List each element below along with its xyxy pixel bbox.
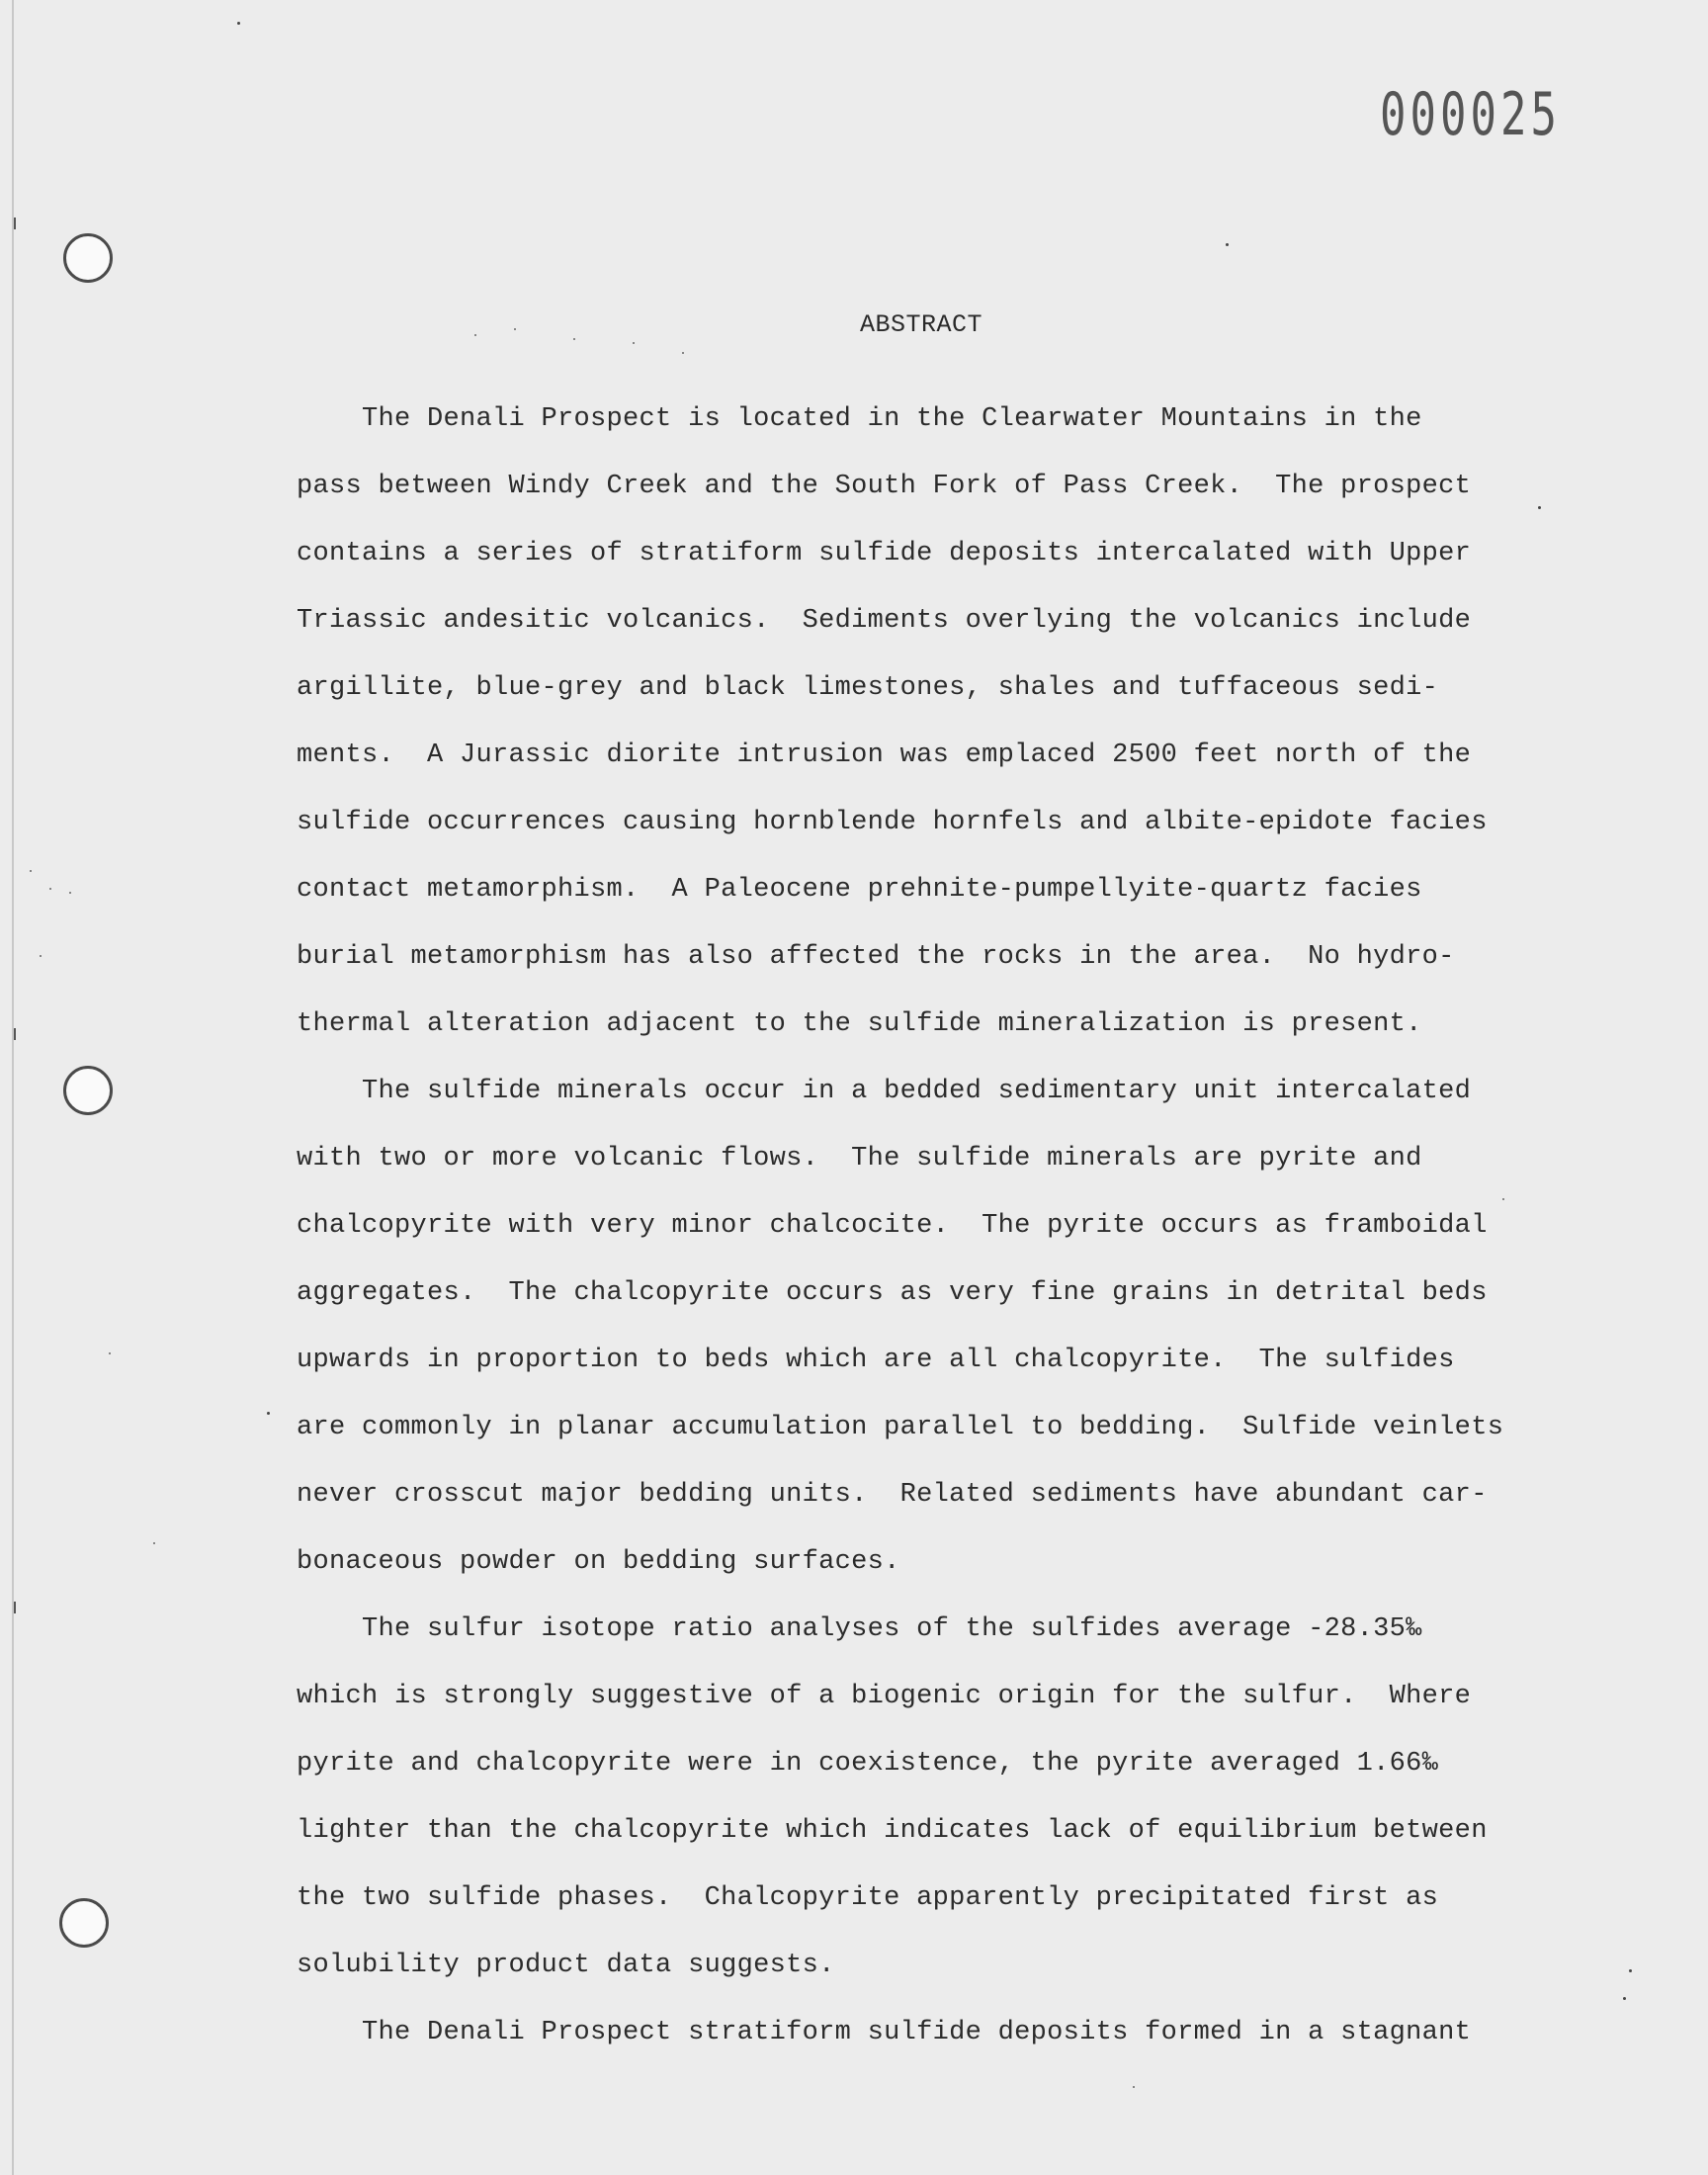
binder-hole-bottom bbox=[59, 1898, 109, 1948]
abstract-body bbox=[297, 386, 1552, 2066]
scan-mark bbox=[14, 1602, 16, 1613]
scan-mark bbox=[14, 1028, 16, 1040]
text-line: which is strongly suggestive of a biogenic origin for the sulfur. Where bbox=[297, 1682, 1472, 1711]
scan-speck bbox=[40, 955, 42, 957]
text-line: upwards in proportion to beds which are all chalcopyrite. The sulfides bbox=[297, 1346, 1455, 1375]
scan-speck bbox=[153, 1542, 155, 1544]
text-line: argillite, blue-grey and black limestones, shales and tuffaceous sedi- bbox=[297, 673, 1439, 703]
text-line: The sulfur isotope ratio analyses of the sulfides average -28.35‰ bbox=[297, 1614, 1422, 1644]
text-line: lighter than the chalcopyrite which indicates lack of equilibrium between bbox=[297, 1816, 1488, 1846]
text-line: chalcopyrite with very minor chalcocite. The pyrite occurs as framboidal bbox=[297, 1211, 1488, 1241]
scan-speck bbox=[1623, 1997, 1626, 2000]
text-line: burial metamorphism has also affected the rocks in the area. No hydro- bbox=[297, 942, 1455, 972]
abstract-title: ABSTRACT bbox=[860, 310, 983, 339]
scan-speck bbox=[633, 342, 635, 344]
text-line: aggregates. The chalcopyrite occurs as very fine grains in detrital beds bbox=[297, 1278, 1488, 1308]
text-line: Triassic andesitic volcanics. Sediments overlying the volcanics include bbox=[297, 606, 1472, 636]
text-line: The Denali Prospect is located in the Clearwater Mountains in the bbox=[297, 404, 1422, 434]
scan-speck bbox=[1538, 506, 1541, 509]
text-line: with two or more volcanic flows. The sulfide minerals are pyrite and bbox=[297, 1144, 1422, 1174]
scan-speck bbox=[1502, 1198, 1504, 1200]
scan-speck bbox=[514, 328, 516, 330]
text-line: contact metamorphism. A Paleocene prehnite-pumpellyite-quartz facies bbox=[297, 875, 1422, 905]
scan-speck bbox=[69, 892, 71, 894]
text-line: The sulfide minerals occur in a bedded sedimentary unit intercalated bbox=[297, 1077, 1472, 1106]
scan-speck bbox=[682, 352, 684, 354]
scan-mark bbox=[14, 218, 16, 229]
scan-speck bbox=[573, 338, 575, 340]
text-line: thermal alteration adjacent to the sulfide mineralization is present. bbox=[297, 1009, 1422, 1039]
text-line: never crosscut major bedding units. Related sediments have abundant car- bbox=[297, 1480, 1488, 1510]
text-line: bonaceous powder on bedding surfaces. bbox=[297, 1547, 900, 1577]
scan-speck bbox=[237, 22, 240, 25]
text-line: ments. A Jurassic diorite intrusion was emplaced 2500 feet north of the bbox=[297, 740, 1472, 770]
text-line: The Denali Prospect stratiform sulfide deposits formed in a stagnant bbox=[297, 2018, 1472, 2047]
document-number: 000025 bbox=[1380, 81, 1561, 149]
text-line: contains a series of stratiform sulfide deposits intercalated with Upper bbox=[297, 539, 1472, 568]
text-line: are commonly in planar accumulation parallel to bedding. Sulfide veinlets bbox=[297, 1413, 1504, 1442]
scan-speck bbox=[1133, 2086, 1135, 2088]
scan-speck bbox=[49, 888, 51, 890]
text-line: solubility product data suggests. bbox=[297, 1951, 835, 1980]
scan-speck bbox=[1629, 1969, 1632, 1972]
scan-speck bbox=[109, 1352, 111, 1354]
scan-speck bbox=[30, 870, 32, 872]
text-line: pyrite and chalcopyrite were in coexistence, the pyrite averaged 1.66‰ bbox=[297, 1749, 1439, 1779]
page-left-edge bbox=[12, 0, 14, 2175]
binder-hole-top bbox=[63, 233, 113, 283]
text-line: pass between Windy Creek and the South Fork of Pass Creek. The prospect bbox=[297, 472, 1472, 501]
scan-speck bbox=[474, 334, 476, 336]
scan-speck bbox=[1226, 243, 1229, 246]
scan-speck bbox=[267, 1412, 270, 1415]
text-line: sulfide occurrences causing hornblende hornfels and albite-epidote facies bbox=[297, 808, 1488, 837]
text-line: the two sulfide phases. Chalcopyrite apparently precipitated first as bbox=[297, 1883, 1439, 1913]
binder-hole-middle bbox=[63, 1066, 113, 1115]
